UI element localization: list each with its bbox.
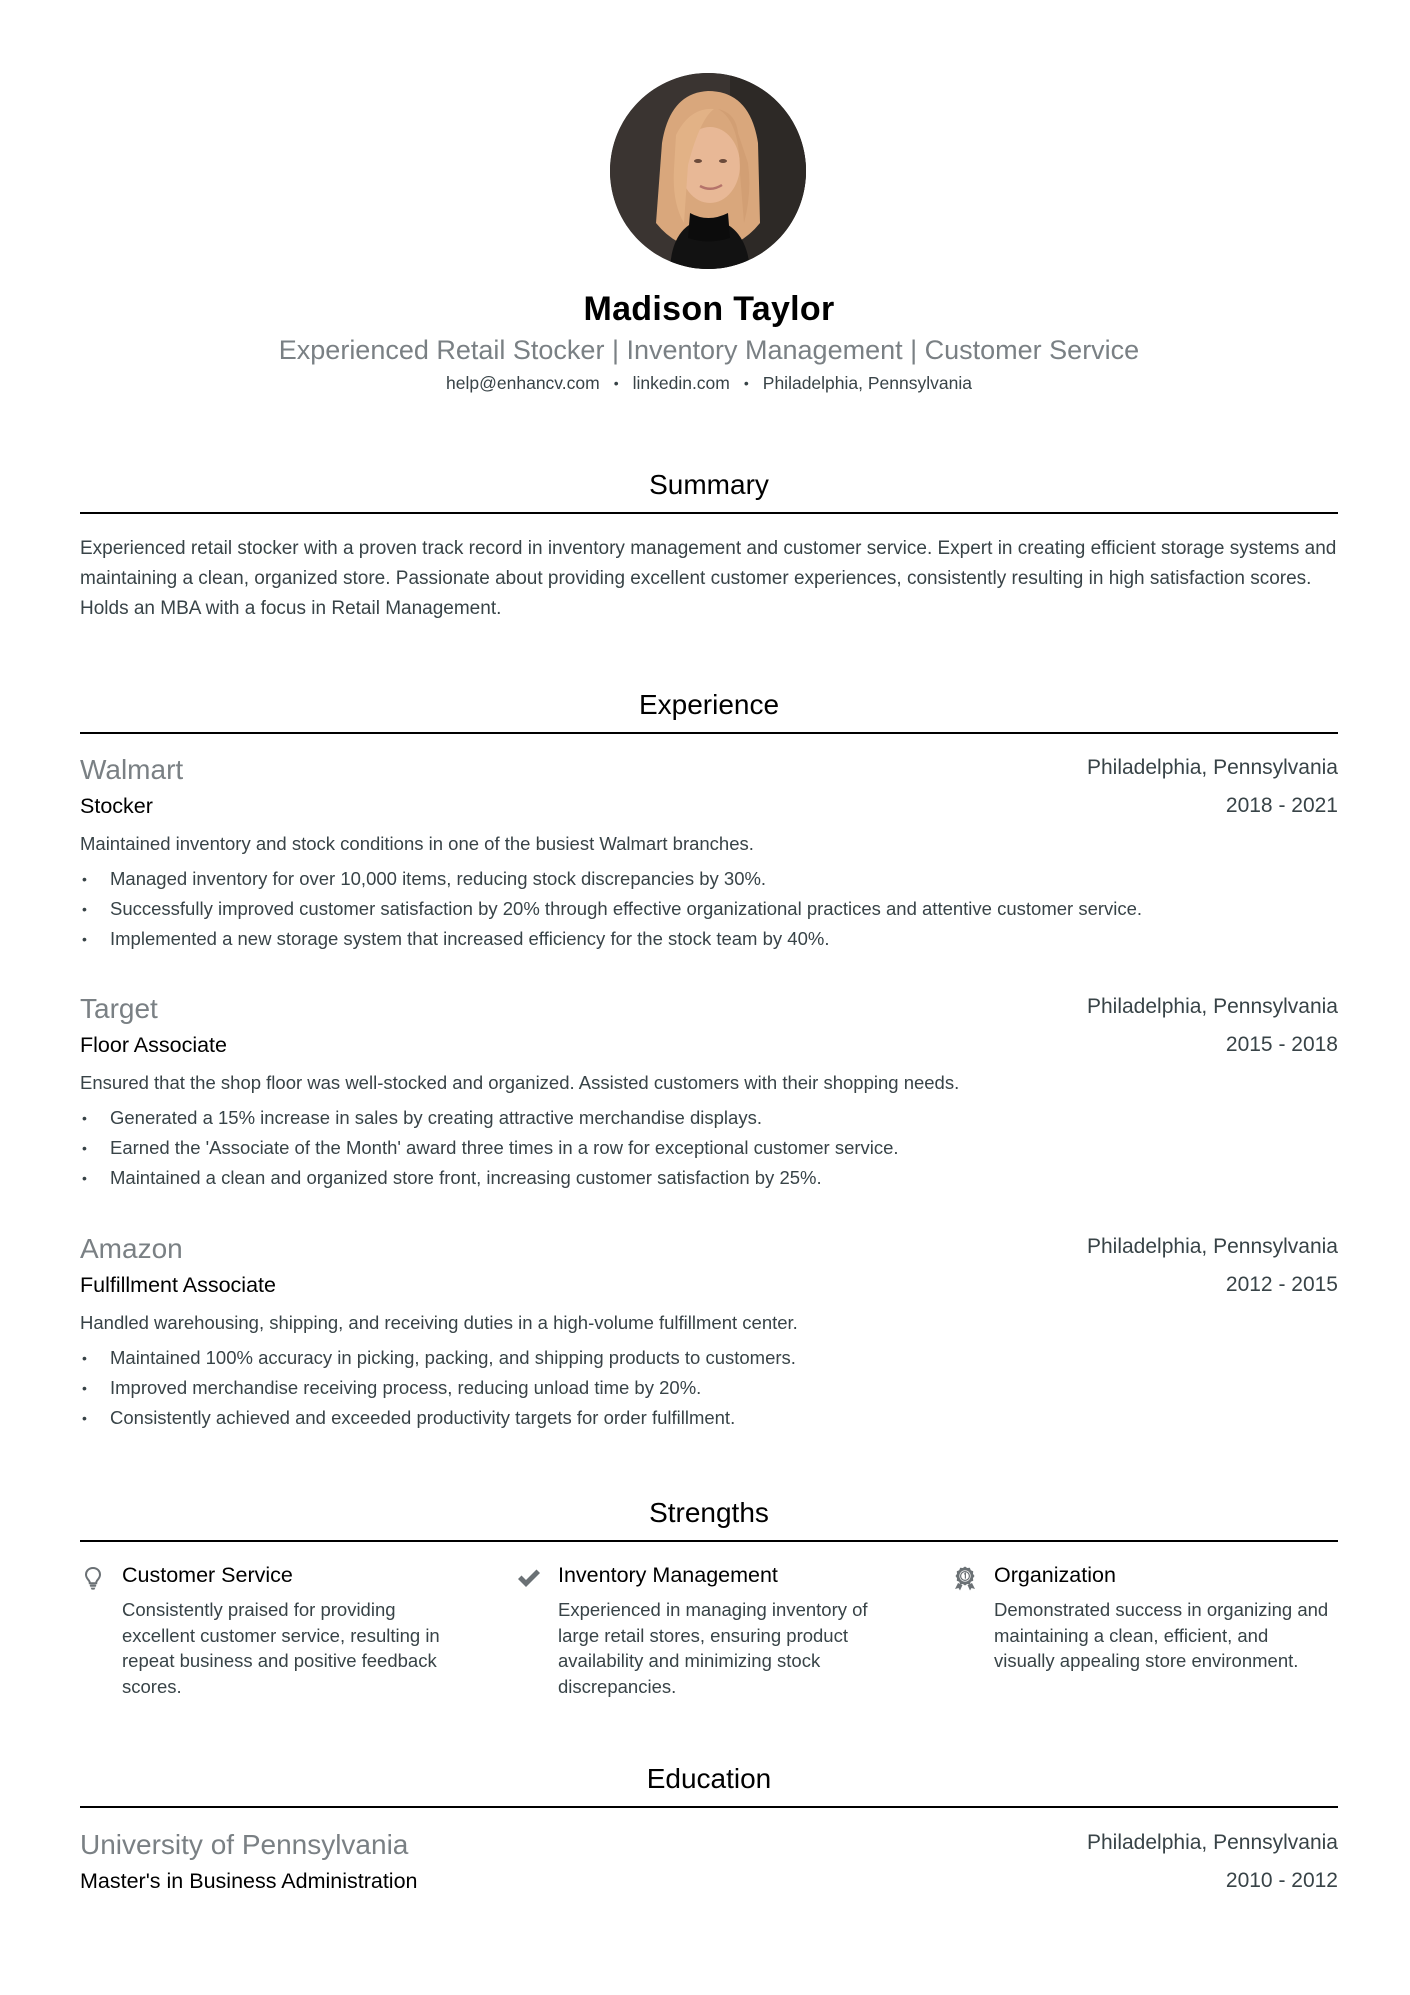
job-title: Fulfillment Associate bbox=[80, 1273, 276, 1297]
section-heading-strengths: Strengths bbox=[649, 1497, 769, 1528]
achievement-item: • Successfully improved customer satisfaction by 20% through effective organizational practices and attentive customer service. bbox=[80, 894, 1142, 924]
job-description: Ensured that the shop floor was well-stocked and organized. Assisted customers with their shopping needs. bbox=[80, 1072, 960, 1093]
avatar bbox=[610, 73, 806, 269]
strength-description: Experienced in managing inventory of large retail stores, ensuring product availability and minimizing stock discrepancies. bbox=[558, 1599, 868, 1697]
section-divider bbox=[80, 512, 1338, 514]
job-description: Handled warehousing, shipping, and receiving duties in a high-volume fulfillment center. bbox=[80, 1312, 798, 1333]
section-divider bbox=[80, 1540, 1338, 1542]
strength-title: Customer Service bbox=[122, 1563, 293, 1587]
achievement-item: • Generated a 15% increase in sales by creating attractive merchandise displays. bbox=[80, 1103, 899, 1133]
checkmark-icon bbox=[516, 1565, 542, 1591]
candidate-headline: Experienced Retail Stocker | Inventory Management | Customer Service bbox=[278, 335, 1140, 365]
location-text: Philadelphia, Pennsylvania bbox=[762, 373, 972, 393]
achievement-item: • Implemented a new storage system that increased efficiency for the stock team by 40%. bbox=[80, 924, 1142, 954]
separator-dot: • bbox=[613, 375, 619, 391]
job-title: Floor Associate bbox=[80, 1033, 227, 1057]
school-name: University of Pennsylvania bbox=[80, 1829, 409, 1860]
profile-photo-icon bbox=[610, 73, 806, 269]
job-dates: 2012 - 2015 bbox=[1225, 1273, 1338, 1296]
candidate-name: Madison Taylor bbox=[583, 290, 835, 328]
strength-description: Demonstrated success in organizing and maintaining a clean, efficient, and visually appealing store environment. bbox=[994, 1599, 1329, 1671]
company-name: Target bbox=[80, 993, 158, 1024]
job-description: Maintained inventory and stock conditions in one of the busiest Walmart branches. bbox=[80, 833, 754, 854]
school-location: Philadelphia, Pennsylvania bbox=[1086, 1831, 1338, 1854]
section-divider bbox=[80, 1806, 1338, 1808]
education-dates: 2010 - 2012 bbox=[1225, 1869, 1338, 1892]
job-dates: 2015 - 2018 bbox=[1225, 1033, 1338, 1056]
company-name: Walmart bbox=[80, 754, 184, 785]
linkedin-link[interactable]: linkedin.com bbox=[632, 373, 730, 393]
achievement-item: • Improved merchandise receiving process, reducing unload time by 20%. bbox=[80, 1373, 796, 1403]
achievement-list bbox=[80, 864, 1142, 954]
strength-title: Organization bbox=[994, 1563, 1116, 1587]
company-name: Amazon bbox=[80, 1233, 183, 1264]
achievement-item: • Managed inventory for over 10,000 items, reducing stock discrepancies by 30%. bbox=[80, 864, 1142, 894]
strength-description: Consistently praised for providing excellent customer service, resulting in repeat business and positive feedback scores. bbox=[122, 1599, 440, 1697]
achievement-item: • Earned the 'Associate of the Month' award three times in a row for exceptional customer service. bbox=[80, 1133, 899, 1163]
achievement-list bbox=[80, 1343, 796, 1433]
summary-text: Experienced retail stocker with a proven track record in inventory management and customer service. Expert in creating efficient storage systems and maintaining a clean, organized store. Passionate about providing excellent customer experiences, consistently resulting in high satisfaction scores. Holds an MBA with a focus in Retail Management. bbox=[80, 538, 1337, 619]
lightbulb-icon bbox=[80, 1565, 106, 1591]
contact-line bbox=[80, 373, 1338, 394]
degree: Master's in Business Administration bbox=[80, 1869, 418, 1893]
achievement-item: • Maintained a clean and organized store front, increasing customer satisfaction by 25%. bbox=[80, 1163, 899, 1193]
job-location: Philadelphia, Pennsylvania bbox=[1086, 1235, 1338, 1258]
section-heading-experience: Experience bbox=[638, 689, 780, 720]
job-location: Philadelphia, Pennsylvania bbox=[1086, 756, 1338, 779]
separator-dot: • bbox=[743, 375, 749, 391]
achievement-item: • Maintained 100% accuracy in picking, packing, and shipping products to customers. bbox=[80, 1343, 796, 1373]
achievement-item: • Consistently achieved and exceeded productivity targets for order fulfillment. bbox=[80, 1403, 796, 1433]
job-dates: 2018 - 2021 bbox=[1225, 794, 1338, 817]
section-heading-education: Education bbox=[646, 1763, 772, 1794]
achievement-list bbox=[80, 1103, 899, 1193]
section-divider bbox=[80, 732, 1338, 734]
section-heading-summary: Summary bbox=[649, 469, 769, 500]
job-title: Stocker bbox=[80, 794, 153, 818]
strength-title: Inventory Management bbox=[558, 1563, 778, 1587]
job-location: Philadelphia, Pennsylvania bbox=[1086, 995, 1338, 1018]
award-ribbon-icon bbox=[952, 1565, 978, 1591]
email-link[interactable]: help@enhancv.com bbox=[446, 373, 600, 393]
